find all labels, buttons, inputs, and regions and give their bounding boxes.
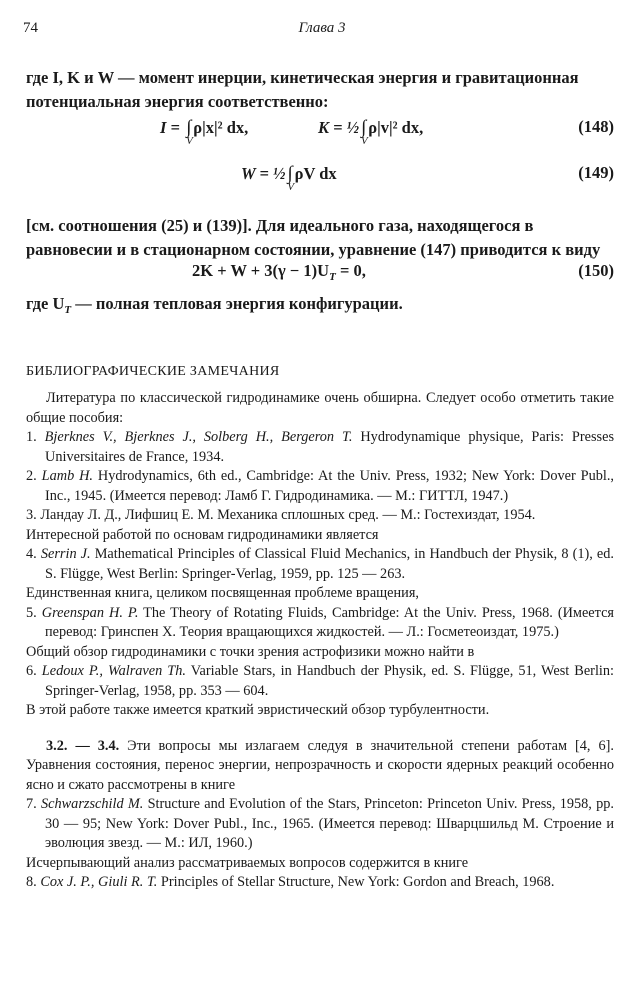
note-d: В этой работе также имеется краткий эвристический обзор турбулентности. [26, 702, 490, 718]
paragraph-3: где $U_T$ — полная тепловая энергия конфигурации. [26, 294, 403, 316]
reference-7: 7. Schwarzschild M. Structure and Evolution of the Stars, Princeton: Princeton Univ. Press, 1958, pp. 30 — 95; New York: Dover Publ., Inc., 1965. (Имеется перевод: Шварцшильд М. Строение и эволюция звезд. — М.: ИЛ, 1960.) [26, 796, 614, 851]
section-note-3-2: 3.2. — 3.4. Эти вопросы мы излагаем следуя в значительной степени работам [4, 6]. Уравнения состояния, перенос энергии, непрозрачность и скорости ядерных реакций особенно ясно и сжато рассмотрены в книге [26, 737, 614, 793]
reference-5: 5. Greenspan H. P. The Theory of Rotating Fluids, Cambridge: At the Univ. Press, 1968. (Имеется перевод: Гринспен Х. Теория вращающихся жидкостей. — Л.: Госметеоиздат, 1975.) [26, 604, 614, 640]
eq150-body: $2K + W + 3(\gamma - 1)U_T = 0$, [192, 261, 366, 283]
integral-icon: ∫ V [186, 117, 193, 147]
bibliography-intro: Литература по классической гидродинамике очень обширна. Следует особо отметить такие общие пособия: [26, 390, 614, 426]
section-title: БИБЛИОГРАФИЧЕСКИЕ ЗАМЕЧАНИЯ [26, 364, 280, 379]
reference-4: 4. Serrin J. Mathematical Principles of Classical Fluid Mechanics, in Handbuch der Physik, 8 (1), ed. S. Flügge, West Berlin: Springer-Verlag, 1959, pp. 125 — 263. [26, 546, 614, 582]
integral-icon: ∫ V [361, 117, 368, 147]
equation-number-150: (150) [578, 261, 614, 280]
eq148-K: K = ½ ∫ V ρ|v|² dx, [318, 117, 424, 147]
equation-number-149: (149) [578, 163, 614, 182]
eq148-I: I = ∫ V ρ|x|² dx, [160, 117, 249, 147]
reference-8: 8. Cox J. P., Giuli R. T. Principles of Stellar Structure, New York: Gordon and Breach, 1968. [26, 874, 555, 890]
integral-icon: ∫ V [287, 163, 295, 193]
reference-6: 6. Ledoux P., Walraven Th. Variable Stars, in Handbuch der Physik, ed. S. Flügge, 51, West Berlin: Springer-Verlag, 1958, pp. 353 — 604. [26, 663, 615, 699]
reference-2: 2. Lamb H. Hydrodynamics, 6th ed., Cambridge: At the Univ. Press, 1932; New York: Dover Publ., Inc., 1945. (Имеется перевод: Ламб Г. Гидродинамика. — М.: ГИТТЛ, 1947.) [26, 468, 615, 504]
paragraph-2-text: [см. соотношения (25) и (139)]. Для идеального газа, находящегося в равновесии и в стационарном состоянии, уравнение (147) приводится к виду [26, 216, 601, 259]
bibliography [26, 389, 614, 893]
running-title: Глава 3 [298, 20, 346, 36]
note-b: Единственная книга, целиком посвященная проблеме вращения, [26, 585, 419, 601]
note-a: Интересной работой по основам гидродинамики является [26, 526, 379, 543]
page-number: 74 [23, 20, 38, 36]
reference-3: 3. Ландау Л. Д., Лифшиц Е. М. Механика сплошных сред. — М.: Гостехиздат, 1954. [26, 507, 536, 523]
note-e: Исчерпывающий анализ рассматриваемых вопросов содержится в книге [26, 854, 469, 871]
paragraph-1-text: где I, K и W — момент инерции, кинетическая энергия и гравитационная потенциальная энергия соответственно: [26, 68, 579, 111]
note-c: Общий обзор гидродинамики с точки зрения астрофизики можно найти в [26, 643, 475, 660]
equation-number-148: (148) [578, 117, 614, 136]
reference-1: 1. Bjerknes V., Bjerknes J., Solberg H., Bergeron T. Hydrodynamique physique, Paris: Presses Universitaires de France, 1934. [26, 429, 615, 465]
paragraph-1 [26, 66, 614, 114]
eq149-body: W = ½ ∫ V ρV dx [241, 163, 337, 193]
paragraph-2 [26, 214, 614, 262]
